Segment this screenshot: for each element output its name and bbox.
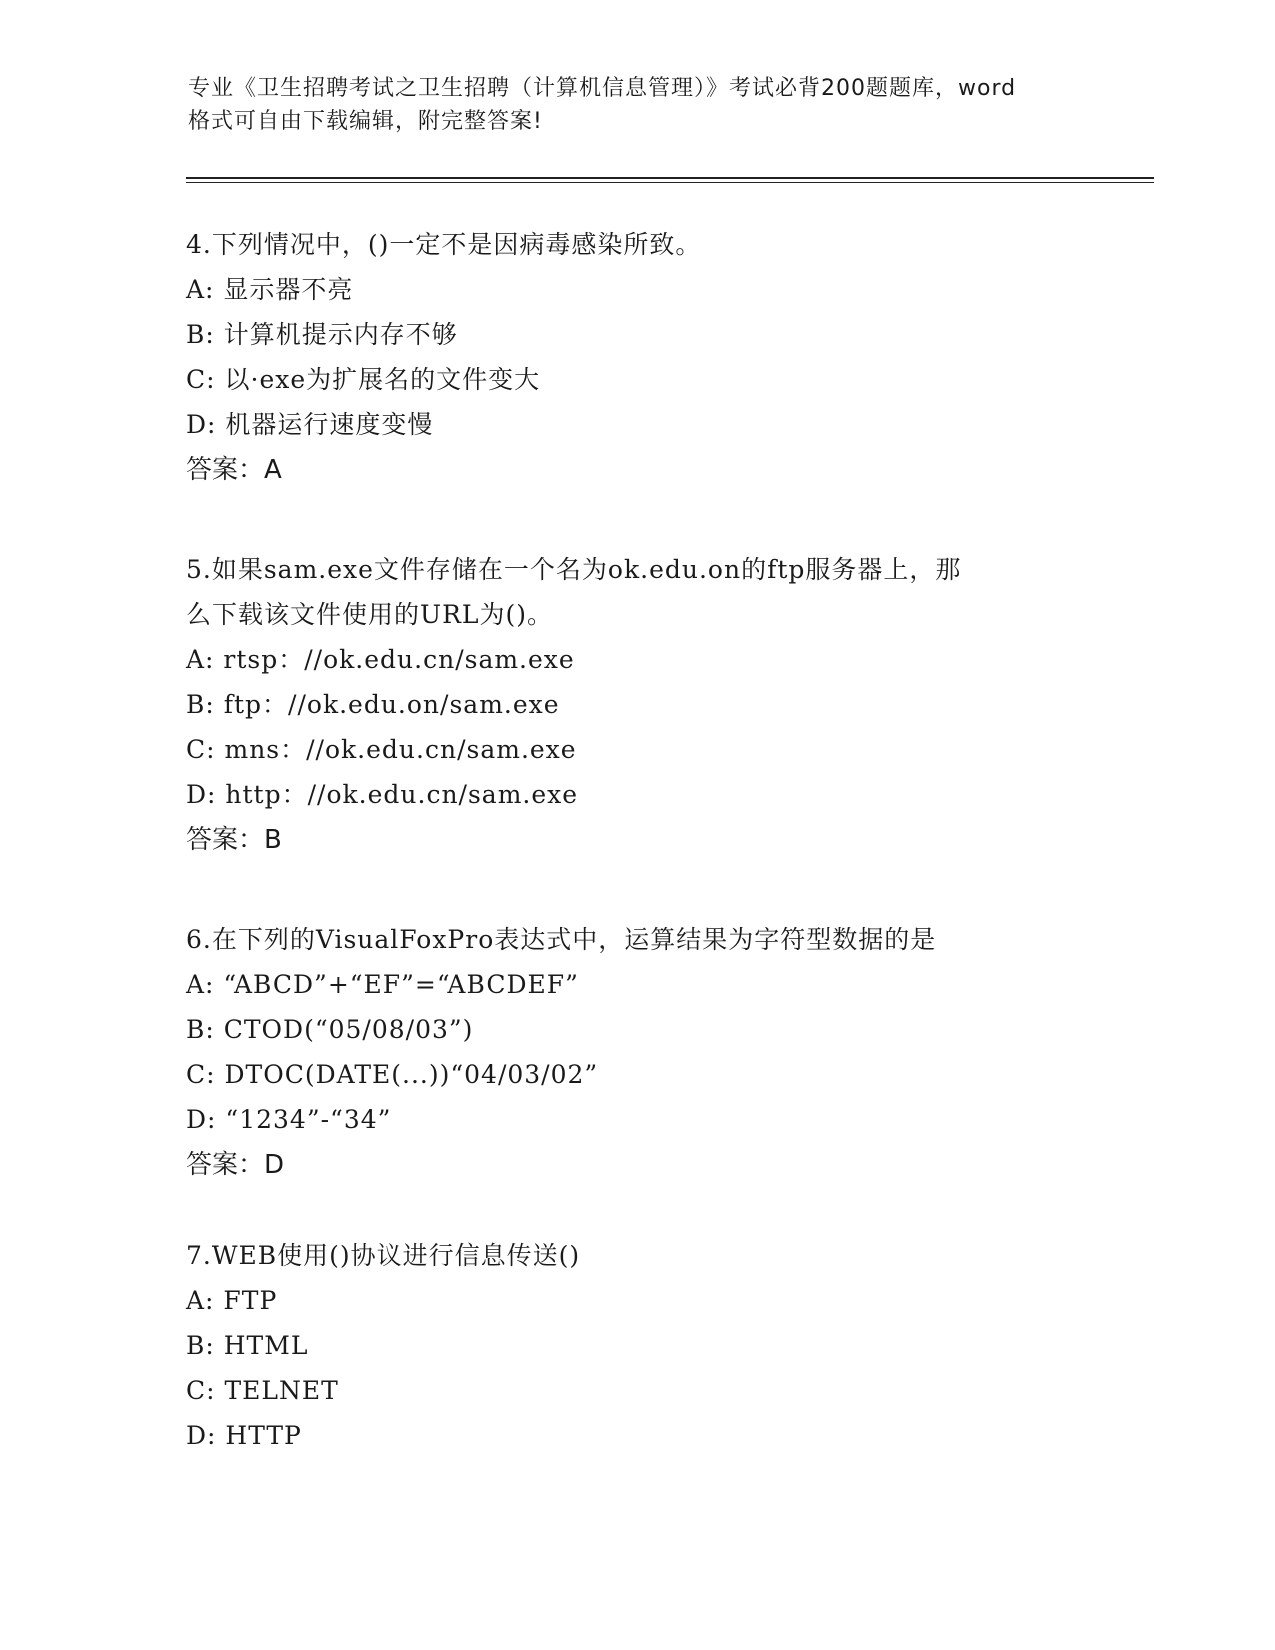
question-6 <box>186 917 1086 1188</box>
option-d: D: “1234”-“34” <box>186 1105 392 1134</box>
question-stem: 7.WEB使用()协议进行信息传送() <box>186 1241 581 1270</box>
option-b: B: CTOD(“05/08/03”) <box>186 1015 474 1044</box>
option-a: A: rtsp：//ok.edu.cn/sam.exe <box>186 645 575 674</box>
question-stem: 6.在下列的VisualFoxPro表达式中，运算结果为字符型数据的是 <box>186 925 937 954</box>
option-b: B: HTML <box>186 1331 309 1360</box>
option-a: A: FTP <box>186 1286 278 1315</box>
document-header <box>188 72 1088 138</box>
option-c: C: 以·exe为扩展名的文件变大 <box>186 365 541 394</box>
answer-label: 答案：B <box>186 825 282 855</box>
option-a: A: “ABCD”+“EF”=“ABCDEF” <box>186 970 579 999</box>
header-line-1: 专业《卫生招聘考试之卫生招聘（计算机信息管理）》考试必背200题题库，word <box>188 76 1017 101</box>
option-d: D: http：//ok.edu.cn/sam.exe <box>186 780 579 809</box>
question-stem: 4.下列情况中，()一定不是因病毒感染所致。 <box>186 230 702 259</box>
header-divider-thick <box>186 177 1154 179</box>
answer-label: 答案：D <box>186 1150 285 1180</box>
question-stem-continued: 么下载该文件使用的URL为()。 <box>186 600 554 629</box>
header-line-2: 格式可自由下载编辑，附完整答案! <box>188 109 543 134</box>
question-7 <box>186 1233 1086 1458</box>
option-b: B: 计算机提示内存不够 <box>186 320 458 349</box>
header-divider-thin <box>186 182 1154 183</box>
answer-label: 答案：A <box>186 455 282 485</box>
option-c: C: TELNET <box>186 1376 339 1405</box>
option-b: B: ftp：//ok.edu.on/sam.exe <box>186 690 560 719</box>
question-stem: 5.如果sam.exe文件存储在一个名为ok.edu.on的ftp服务器上，那 <box>186 555 962 584</box>
question-4 <box>186 222 1086 493</box>
option-c: C: mns：//ok.edu.cn/sam.exe <box>186 735 577 764</box>
option-c: C: DTOC(DATE(...))“04/03/02” <box>186 1060 599 1089</box>
question-5 <box>186 547 1086 863</box>
option-a: A: 显示器不亮 <box>186 275 354 304</box>
option-d: D: 机器运行速度变慢 <box>186 410 434 439</box>
option-d: D: HTTP <box>186 1421 302 1450</box>
